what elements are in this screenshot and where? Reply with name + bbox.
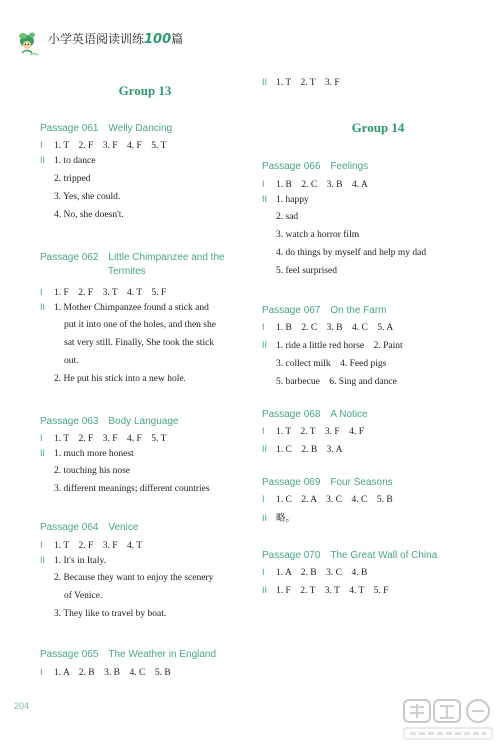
answer-row: II 1. ride a little red horse 2. Paint: [262, 340, 403, 351]
answer-row: I 1. A 2. B 3. C 4. B: [262, 567, 368, 578]
answer-row: 5. barbecue 6. Sing and dance: [276, 377, 397, 387]
group-14-title: Group 14: [351, 120, 405, 135]
answer-row: 5. feel surprised: [276, 266, 337, 276]
answer-row: 2. tripped: [54, 174, 91, 184]
answer-row: I 1. T 2. F 3. F 4. T: [40, 540, 143, 551]
passage-061-title: Passage 061 Welly Dancing: [40, 123, 173, 134]
answer-row: II 1. to dance: [40, 155, 96, 166]
passage-067-title: Passage 067 On the Farm: [262, 305, 387, 316]
answer-row: I 1. B 2. C 3. B 4. A: [262, 179, 368, 190]
passage-064-title: Passage 064 Venice: [40, 522, 139, 533]
answer-row: 3. watch a horror film: [276, 230, 360, 240]
book-title: 小学英语阅读训练100篇: [48, 32, 184, 47]
answer-row: 3. Yes, she could.: [54, 192, 121, 202]
passage-070-title: Passage 070 The Great Wall of China: [262, 550, 438, 561]
answer-row: put it into one of the holes, and then she: [64, 320, 216, 330]
passage-062-title: Passage 062 Little Chimpanzee and the: [40, 252, 225, 263]
answer-row: II 1. It's in Italy.: [40, 555, 107, 566]
answer-row: sat very still. Finally, She took the stick: [64, 338, 215, 348]
watermark-logo-icon: [402, 698, 494, 742]
passage-066-title: Passage 066 Feelings: [262, 161, 369, 172]
answer-row: 2. Because they want to enjoy the scenery: [54, 573, 214, 583]
answer-row: I 1. T 2. T 3. F 4. F: [262, 426, 364, 437]
page-number: 204: [14, 701, 30, 711]
answer-row: II 1. C 2. B 3. A: [262, 444, 343, 455]
passage-063-title: Passage 063 Body Language: [40, 416, 179, 427]
passage-068-title: Passage 068 A Notice: [262, 409, 368, 420]
answer-row: 3. collect milk 4. Feed pigs: [276, 359, 387, 369]
answer-row: 2. touching his nose: [54, 466, 130, 476]
answer-row: I 1. A 2. B 3. B 4. C 5. B: [40, 667, 171, 678]
answer-row: 2. He put his stick into a new hole.: [54, 374, 186, 384]
answer-row: I 1. B 2. C 3. B 4. C 5. A: [262, 322, 394, 333]
answer-row: I 1. C 2. A 3. C 4. C 5. B: [262, 494, 393, 505]
answer-row: II 1. Mother Chimpanzee found a stick and: [40, 302, 209, 313]
passage-065-title: Passage 065 The Weather in England: [40, 649, 217, 660]
answer-row: II 1. happy: [262, 194, 309, 205]
answer-row: I 1. T 2. F 3. F 4. F 5. T: [40, 140, 167, 151]
answer-row: 2. sad: [276, 212, 299, 222]
group-13-title: Group 13: [118, 83, 172, 98]
answer-row: 4. do things by myself and help my dad: [276, 248, 427, 258]
mascot-logo-icon: [14, 28, 44, 58]
answer-row: 3. different meanings; different countries: [54, 484, 210, 494]
answer-row: 4. No, she doesn't.: [54, 210, 124, 220]
answer-row: II 略。: [262, 513, 296, 524]
answer-row: out.: [64, 356, 79, 366]
passage-062-title-cont: Termites: [108, 266, 146, 277]
answer-row: II 1. T 2. T 3. F: [262, 77, 340, 88]
answer-row: 3. They like to travel by boat.: [54, 609, 167, 619]
answer-row: I 1. F 2. F 3. T 4. T 5. F: [40, 287, 167, 298]
answer-row: II 1. much more honest: [40, 448, 134, 459]
answer-row: II 1. F 2. T 3. T 4. T 5. F: [262, 585, 389, 596]
answer-row: I 1. T 2. F 3. F 4. F 5. T: [40, 433, 167, 444]
passage-069-title: Passage 069 Four Seasons: [262, 477, 393, 488]
answer-row: of Venice.: [64, 591, 103, 601]
